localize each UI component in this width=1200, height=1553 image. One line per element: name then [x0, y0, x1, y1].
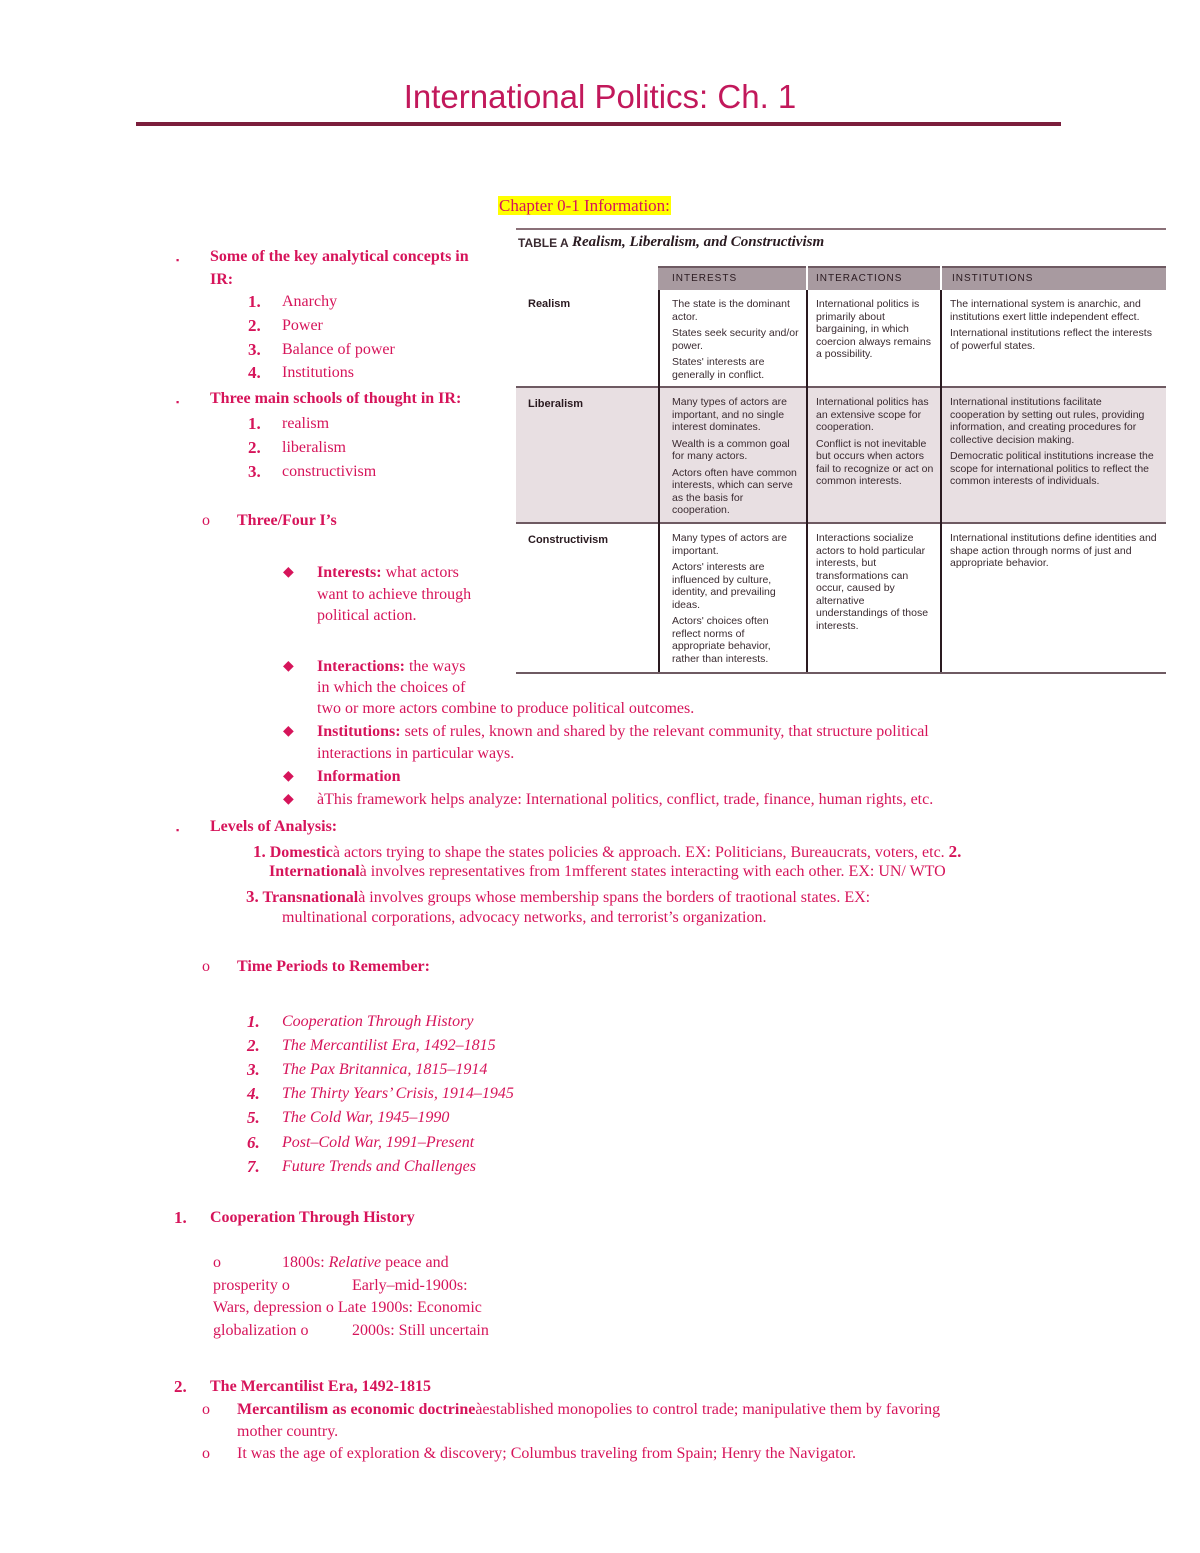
cell-line: The international system is anarchic, and institutions exert little independent effect. [950, 298, 1141, 323]
coop-text: 1800s: [282, 1254, 329, 1271]
list-number: 3. [248, 340, 261, 359]
interactions-term: Interactions: [317, 658, 405, 675]
merc-text: àestablished monopolies to control trade; manipulative them by favoring [475, 1401, 941, 1418]
header-interests [658, 266, 806, 290]
coop-line: Wars, depression o Late 1900s: Economic [213, 1299, 482, 1316]
square-bullet-icon: ▪ [176, 255, 180, 265]
row-name: Constructivism [528, 534, 609, 546]
comparison-table [516, 226, 1166, 678]
section-heading: Cooperation Through History [210, 1209, 415, 1226]
section-number: 2. [174, 1377, 187, 1396]
coop-line [282, 1254, 449, 1272]
row-name: Realism [528, 298, 571, 310]
list-number: 3. [247, 1060, 260, 1079]
page-title: International Politics: Ch. 1 [403, 78, 797, 115]
column-divider [658, 290, 660, 672]
school-item: realism [282, 415, 330, 432]
information-term: Information [317, 768, 401, 785]
schools-heading: Three main schools of thought in IR: [210, 390, 462, 407]
list-number: 2. [247, 1036, 260, 1055]
cell-line: Interactions socialize actors to hold particular interests, but transformations can occur, caused by alternative understandings of those interests. [816, 532, 929, 632]
concept-item: Institutions [282, 364, 355, 381]
level-term: Transnational [258, 889, 359, 906]
period-item: Cooperation Through History [282, 1013, 474, 1030]
table-name: Realism, Liberalism, and Constructivism [572, 234, 825, 250]
interactions-def-cont: two or more actors combine to produce political outcomes. [317, 700, 695, 717]
cell-line: International institutions facilitate cooperation by setting out rules, providing information, and creating procedures for collective decision making. [950, 396, 1145, 446]
header-interactions [808, 266, 940, 290]
list-number: 2. [248, 438, 261, 457]
cell-line: Actors' choices often reflect norms of appropriate behavior, rather than interests. [672, 615, 771, 665]
period-item: The Cold War, 1945–1990 [282, 1109, 450, 1126]
list-number: 1. [253, 842, 266, 861]
cell-interests [672, 298, 800, 385]
merc-term: Mercantilism as economic doctrine [237, 1401, 476, 1418]
circle-bullet-icon: o [202, 512, 210, 529]
concepts-heading-cont: IR: [210, 271, 234, 288]
period-item: Post–Cold War, 1991–Present [282, 1134, 475, 1151]
square-bullet-icon: ▪ [176, 397, 180, 407]
chapter-label-text: Chapter 0-1 Information: [499, 196, 670, 215]
header-interests-label: INTERESTS [672, 273, 738, 284]
level-text: à involves groups whose membership spans the borders of traotional states. EX: [358, 889, 871, 906]
cell-line: Actors' interests are influenced by culture, identity, and prevailing ideas. [672, 561, 776, 611]
framework-text: àThis framework helps analyze: International politics, conflict, trade, finance, human rights, etc. [317, 791, 934, 808]
arrow-bullet-icon: ◆ [283, 724, 294, 739]
list-number: 3. [246, 887, 259, 906]
coop-line: 2000s: Still uncertain [352, 1322, 489, 1339]
cell-line: States' interests are generally in conflict. [672, 356, 765, 381]
table-top-rule [516, 228, 1166, 230]
list-number: 3. [248, 462, 261, 481]
merc-line [237, 1401, 940, 1419]
interests-term: Interests: [317, 564, 382, 581]
coop-line: Early–mid-1900s: [352, 1277, 468, 1294]
arrow-bullet-icon: ◆ [283, 792, 294, 807]
level-text-cont: multinational corporations, advocacy networks, and terrorist’s organization. [282, 909, 767, 926]
periods-heading: Time Periods to Remember: [237, 958, 430, 975]
interests-line [317, 564, 459, 582]
cell-interests [672, 396, 800, 521]
section-heading: The Mercantilist Era, 1492-1815 [210, 1378, 432, 1395]
circle-bullet-icon: o [202, 1445, 210, 1462]
arrow-bullet-icon: ◆ [283, 769, 294, 784]
chapter-label [498, 196, 671, 216]
table-bottom-rule [516, 672, 1166, 674]
cell-line: Conflict is not inevitable but occurs when actors fail to recognize or act on common interests. [816, 437, 934, 487]
cell-line: Many types of actors are important. [672, 532, 787, 557]
circle-bullet-icon: o [202, 958, 210, 975]
coop-line: prosperity o [213, 1277, 290, 1294]
list-number: 1. [248, 414, 261, 433]
merc-text-cont: mother country. [237, 1423, 339, 1440]
square-bullet-icon: ▪ [176, 825, 180, 835]
row-divider [516, 386, 1166, 388]
institutions-term: Institutions: [317, 723, 401, 740]
merc-line: It was the age of exploration & discovery; Columbus traveling from Spain; Henry the Navigator. [237, 1445, 856, 1462]
list-number: 2. [948, 842, 962, 861]
cell-line: Democratic political institutions increase the scope for international politics to reflect the common interests of individuals. [950, 450, 1154, 487]
level-international [269, 863, 946, 881]
school-item: constructivism [282, 463, 377, 480]
period-item: The Mercantilist Era, 1492–1815 [282, 1037, 496, 1054]
coop-text: peace and [381, 1254, 449, 1271]
column-divider [940, 290, 942, 672]
cell-institutions [950, 532, 1158, 574]
circle-bullet-icon: o [213, 1254, 221, 1271]
cell-line: International politics is primarily about bargaining, in which coercion always remains a possibility. [816, 298, 931, 360]
list-number: 1. [247, 1012, 260, 1031]
period-item: The Thirty Years’ Crisis, 1914–1945 [282, 1085, 514, 1102]
list-number: 6. [247, 1133, 260, 1152]
interests-def-cont: political action. [317, 607, 417, 624]
circle-bullet-icon: o [202, 1401, 210, 1418]
level-domestic [253, 842, 961, 862]
arrow-bullet-icon: ◆ [283, 659, 294, 674]
arrow-bullet-icon: ◆ [283, 565, 294, 580]
institutions-def: sets of rules, known and shared by the relevant community, that structure political [400, 723, 929, 740]
concept-item: Balance of power [282, 341, 395, 358]
interactions-def-cont: in which the choices of [317, 679, 466, 696]
fouris-heading: Three/Four I’s [237, 512, 337, 529]
header-institutions [942, 266, 1166, 290]
section-number: 1. [174, 1208, 187, 1227]
list-number: 4. [248, 363, 261, 382]
cell-line: Actors often have common interests, which can serve as the basis for cooperation. [672, 466, 797, 516]
cell-line: Wealth is a common goal for many actors. [672, 437, 790, 462]
coop-line: globalization o [213, 1322, 309, 1339]
level-term: International [269, 863, 360, 880]
list-number: 1. [248, 292, 261, 311]
cell-interactions [816, 396, 934, 492]
concept-item: Anarchy [282, 293, 338, 310]
level-transnational [246, 887, 870, 907]
cell-line: Many types of actors are important, and no single interest dominates. [672, 396, 787, 433]
period-item: The Pax Britannica, 1815–1914 [282, 1061, 488, 1078]
level-text: à actors trying to shape the states policies & approach. EX: Politicians, Bureaucrats, voters, etc. [332, 844, 949, 861]
cell-interactions [816, 298, 934, 365]
concepts-heading: Some of the key analytical concepts in [210, 248, 469, 265]
cell-institutions [950, 298, 1158, 356]
cell-interactions [816, 532, 934, 636]
cell-line: International institutions define identities and shape action through norms of just and appropriate behavior. [950, 532, 1157, 569]
period-item: Future Trends and Challenges [282, 1158, 476, 1175]
row-name: Liberalism [528, 398, 584, 410]
list-number: 7. [247, 1157, 260, 1176]
interests-def: what actors [381, 564, 459, 581]
interests-def-cont: want to achieve through [317, 586, 472, 603]
column-divider [806, 290, 808, 672]
cell-interests [672, 532, 800, 669]
cell-line: States seek security and/or power. [672, 327, 799, 352]
coop-text-italic: Relative [328, 1254, 382, 1271]
institutions-line [317, 723, 929, 741]
list-number: 5. [247, 1108, 260, 1127]
interactions-line [317, 658, 465, 676]
cell-line: International institutions reflect the interests of powerful states. [950, 327, 1152, 352]
table-label: TABLE A [518, 236, 569, 250]
cell-line: International politics has an extensive scope for cooperation. [816, 396, 929, 433]
interactions-def: the ways [404, 658, 466, 675]
cell-line: The state is the dominant actor. [672, 298, 790, 323]
level-text: à involves representatives from 1mfferent states interacting with each other. EX: UN/ WTO [359, 863, 946, 880]
header-institutions-label: INSTITUTIONS [952, 273, 1034, 284]
row-divider [516, 522, 1166, 524]
levels-heading: Levels of Analysis: [210, 818, 338, 835]
concept-item: Power [282, 317, 323, 334]
cell-institutions [950, 396, 1158, 492]
level-term: Domestic [265, 844, 333, 861]
list-number: 4. [247, 1084, 260, 1103]
school-item: liberalism [282, 439, 346, 456]
header-interactions-label: INTERACTIONS [816, 273, 903, 284]
title-rule [136, 122, 1061, 126]
list-number: 2. [248, 316, 261, 335]
institutions-def-cont: interactions in particular ways. [317, 745, 515, 762]
